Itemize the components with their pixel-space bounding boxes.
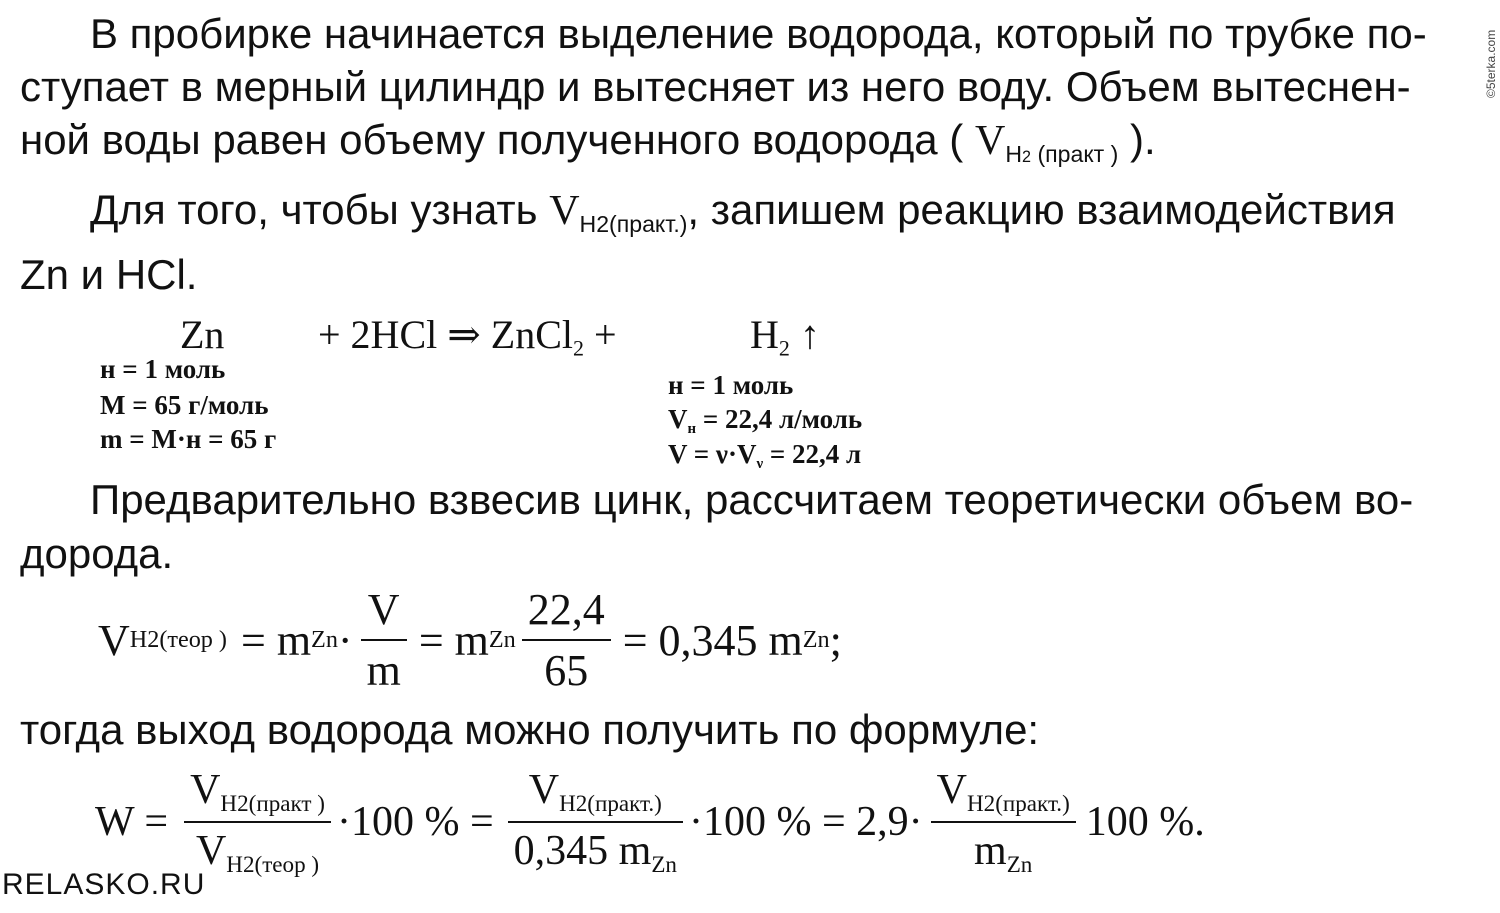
v-symbol: V: [974, 118, 1006, 164]
up-arrow-icon: ↑: [799, 312, 820, 357]
fraction-v-over-m: $\frac{V}{m}$: [361, 584, 407, 696]
zn-data-moles: н = 1 моль: [100, 354, 226, 384]
fraction-practical-over-theoretical: $\frac{V_{H2(практ )}}{V_{H2(теор )}}$: [184, 766, 331, 878]
p2-v-symbol: V: [549, 188, 580, 234]
reaction-zn: Zn: [180, 312, 225, 357]
side-watermark: ©5terka.com: [1484, 29, 1498, 98]
paragraph-1-line-2: ступает в мерный цилиндр и вытесняет из него воду. Объем вытеснен-: [20, 63, 1411, 110]
fraction-practical-over-mzn: $\frac{V_{H2(практ.)}}{m_{Zn}}$: [931, 766, 1076, 878]
line-3-end: ).: [1130, 116, 1156, 163]
formula-yield: W = $\frac{V_{H2(практ )}}{V_{H2(теор )}}$ ·100 % = $\frac{V_{H2(практ.)}}{0,345 m_{Zn}}$ ·100 % = 2,9· $\frac{V_{H2(практ.)}}{m_{Zn}}$ 100 %.: [95, 766, 1205, 878]
paragraph-2-line-1: [90, 180, 1396, 254]
p2-tail: , запишем реакцию взаимодействия: [687, 186, 1396, 233]
zn-data-mass: m = M·н = 65 г: [100, 424, 277, 454]
zn-data-molar-mass: M = 65 г/моль: [100, 390, 269, 420]
p2-v-subscript: H2(практ.): [579, 211, 688, 238]
fraction-practical-over-0345: $\frac{V_{H2(практ.)}}{0,345 m_{Zn}}$: [508, 766, 683, 878]
paragraph-3-line-2: дорода.: [20, 530, 174, 577]
h2-data-moles: н = 1 моль: [668, 370, 794, 400]
reaction-h2: $H_2$ ↑: [750, 312, 820, 361]
paragraph-1-line-1: В пробирке начинается выделение водорода, который по трубке по-: [90, 10, 1427, 57]
reaction-equation: + 2HCl ⇒ ZnCl$_2$ +: [318, 312, 617, 361]
formula-theoretical-volume: V H2(теор ) = m Zn · $\frac{V}{m}$ = m Zn $\frac{22,4}{65}$ = 0,345 m Zn ;: [98, 585, 842, 695]
paragraph-4-line-1: тогда выход водорода можно получить по формуле:: [20, 706, 1040, 753]
line-3-text: ной воды равен объему полученного водорода (: [20, 116, 964, 163]
paragraph-2-line-2: Zn и HCl.: [20, 251, 198, 298]
paragraph-1-line-3: [20, 110, 1156, 187]
p2-lead: Для того, чтобы узнать: [90, 186, 538, 233]
watermark: RELASKO.RU: [2, 868, 206, 901]
paragraph-3-line-1: Предварительно взвесив цинк, рассчитаем теоретически объем во-: [90, 476, 1414, 523]
h2-data-molar-volume: $V_н = 22,4$ л/моль: [668, 404, 863, 438]
h2-data-volume: $V = \nu\cdot V_\nu = 22,4$ л: [668, 439, 862, 473]
v-subscript: H2 (практ ): [1005, 141, 1119, 168]
fraction-22-4-over-65: $\frac{22,4}{65}$: [522, 584, 611, 696]
